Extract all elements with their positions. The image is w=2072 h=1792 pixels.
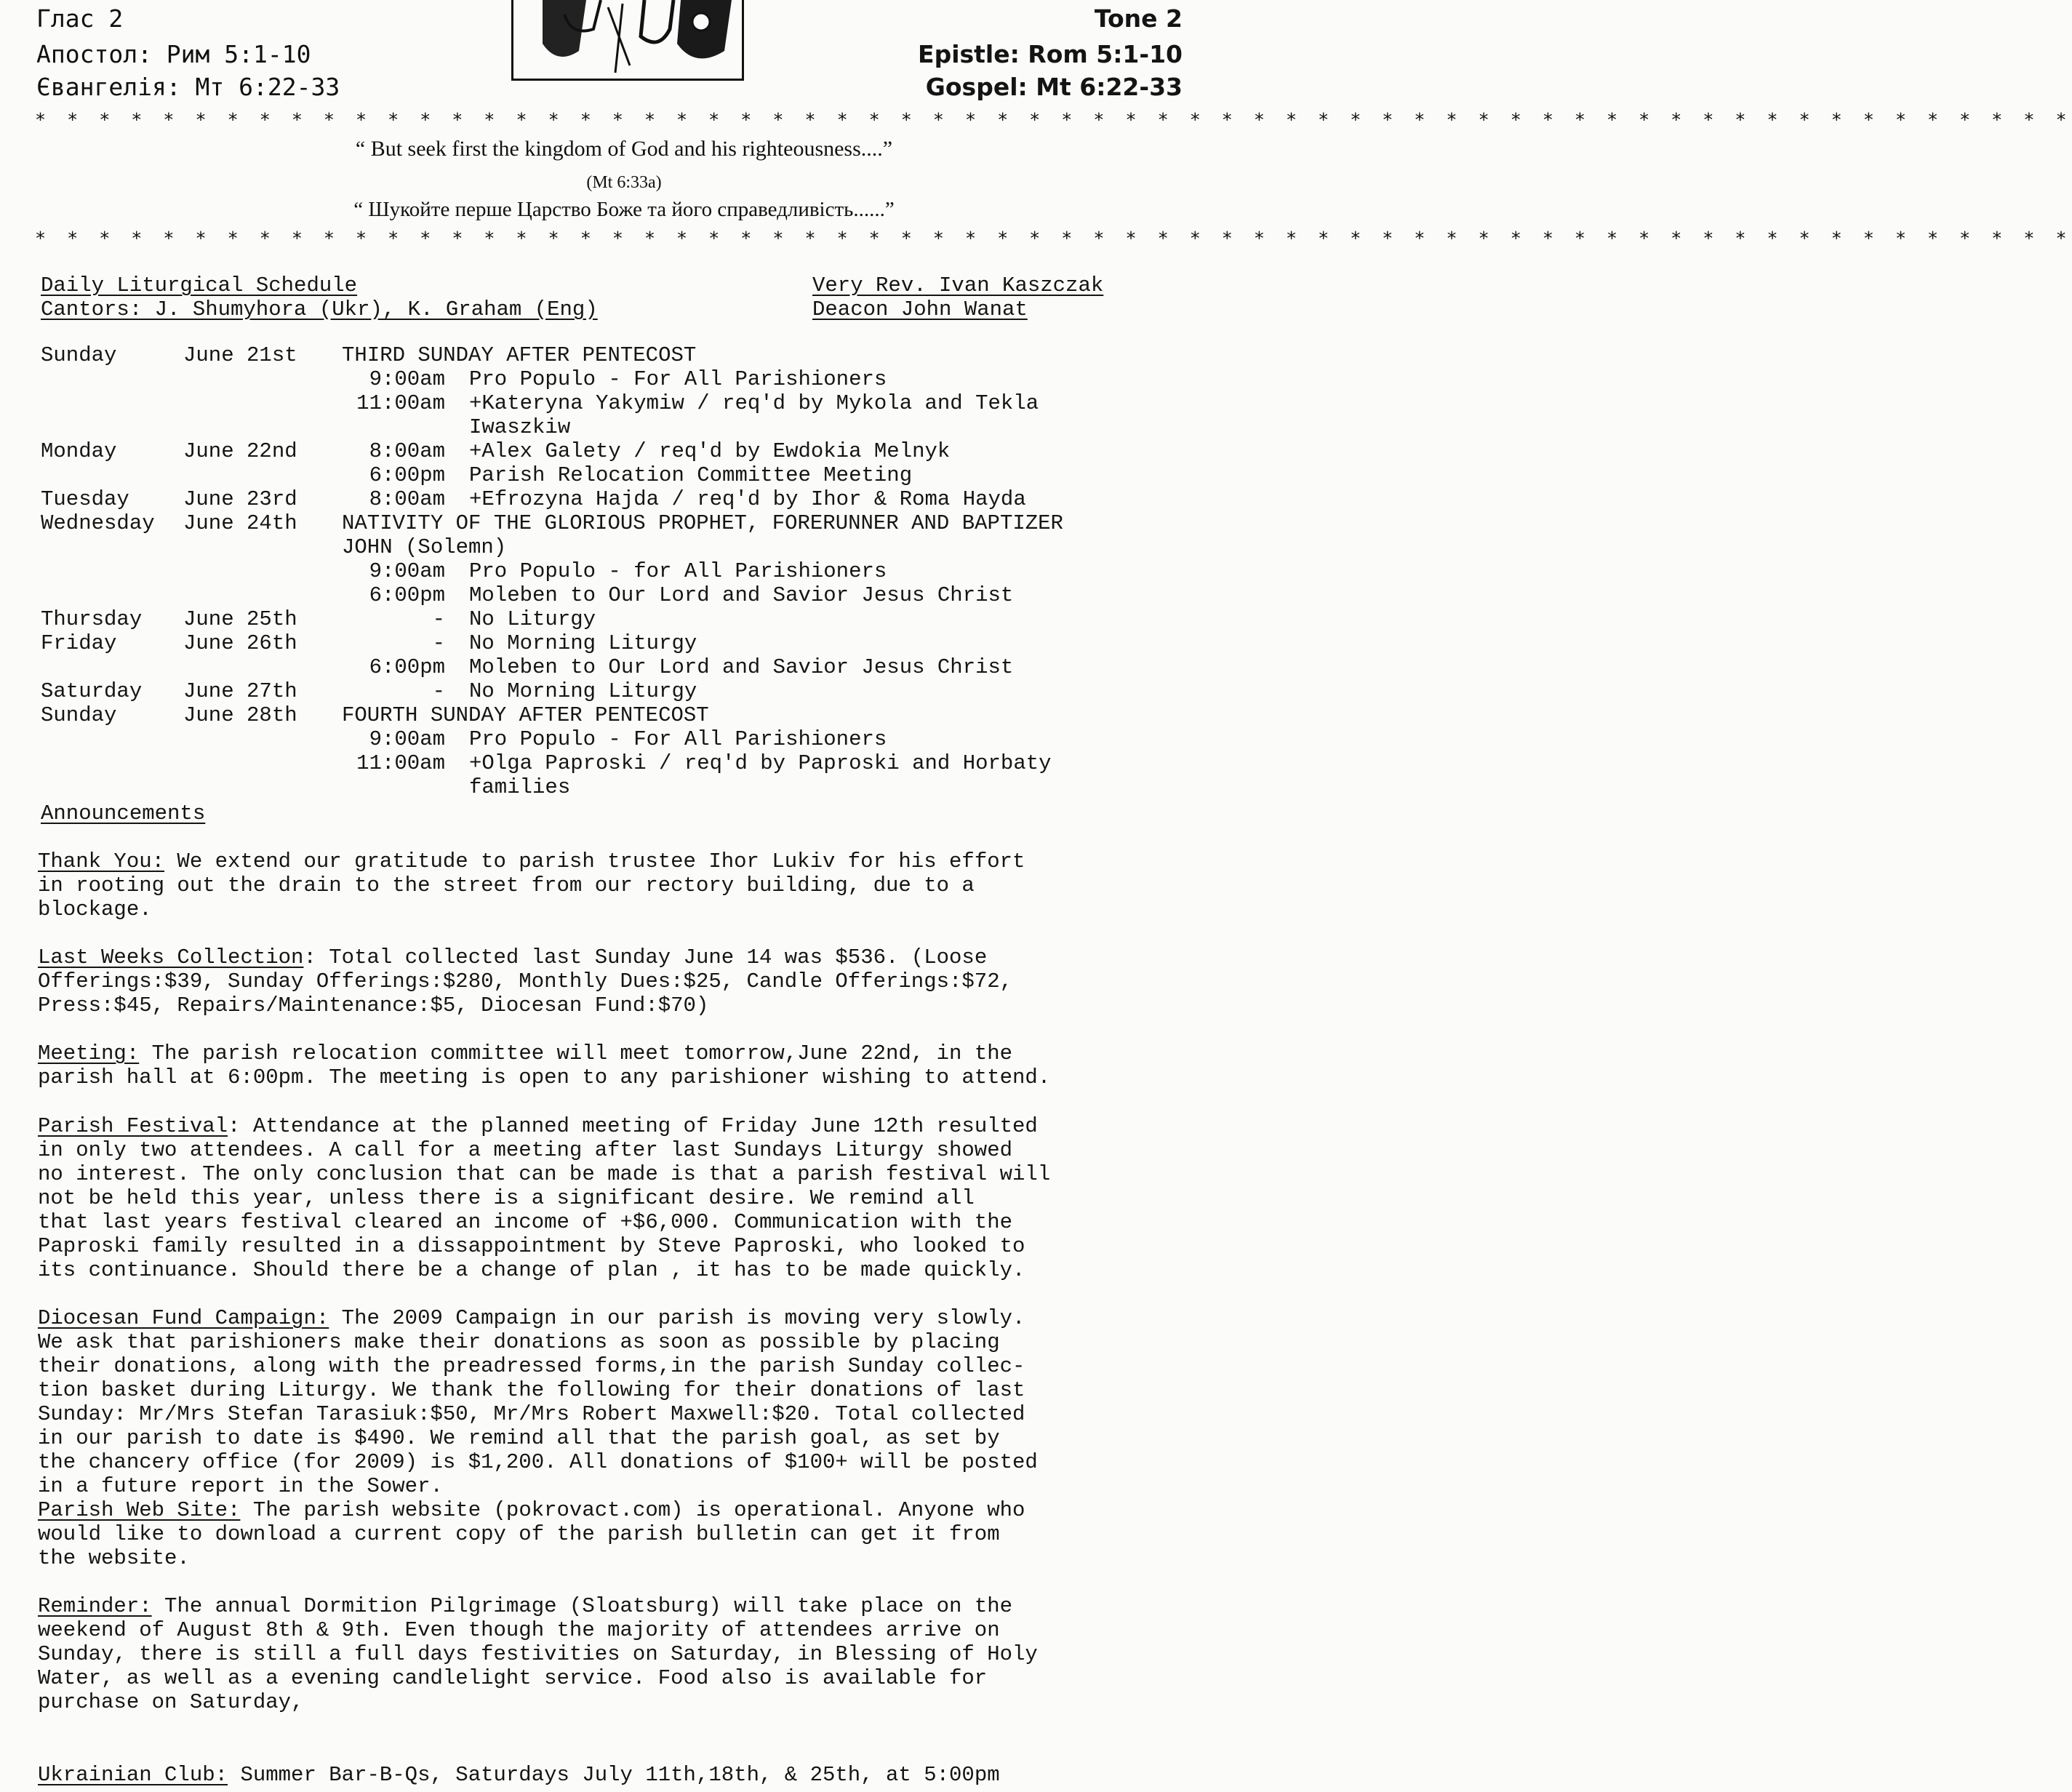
schedule-time: 8:00am (369, 487, 445, 511)
announcement-text: : Total collected last Sunday June 14 was $536. (Loose Offerings:$39, Sunday Offerings:$280, Monthly Dues:$25, Candle Offerings:$72, Press:$45, Repairs/Maintenance:$5, Diocesan Fund:$70) (38, 945, 1013, 1017)
star-divider-top: * * * * * * * * * * * * * * * * * * * * * * * * * * * * * * * * * * * * * * * * * * * * * * * * * * * * * * * * * * * * * * * * (35, 109, 2072, 130)
schedule-day: Friday (41, 631, 117, 655)
priest-name: Very Rev. Ivan Kaszczak (812, 273, 1104, 297)
icon-image (511, 0, 744, 81)
announcement-label: Meeting: (38, 1041, 140, 1065)
schedule-date: June 27th (183, 679, 297, 703)
announcement-text: : Attendance at the planned meeting of Friday June 12th resulted in only two attendees. A call for a meeting after last Sundays Liturgy showed no interest. The only conclusion that can be made is that a parish festival will not be held this year, unless there is a significant desire. We remind all that last years festival cleared an income of +$6,000. Communication with the Paproski family resulted in a dissappointment by Steve Paproski, who looked to its continuance. Should there be a change of plan , it has to be made quickly. (38, 1114, 1051, 1282)
verse-english: “ But seek first the kingdom of God and his righteousness....” (355, 137, 893, 161)
schedule-time: 9:00am (369, 727, 445, 751)
announcement-label: Thank You: (38, 849, 165, 873)
star-divider-bottom: * * * * * * * * * * * * * * * * * * * * * * * * * * * * * * * * * * * * * * * * * * * * * * * * * * * * * * * * * * * * * * * * (35, 228, 2072, 249)
deacon-name: Deacon John Wanat (812, 297, 1028, 321)
announcement-label: Parish Festival (38, 1114, 228, 1138)
schedule-date: June 21st (183, 343, 297, 367)
schedule-text: Iwaszkiw (469, 415, 571, 439)
epistle-ukr: Апостол: Рим 5:1-10 (36, 40, 311, 68)
gospel-eng: Gospel: Mt 6:22-33 (925, 73, 1183, 101)
schedule-day: Sunday (41, 703, 117, 727)
announcement (38, 849, 1201, 921)
schedule-text: Pro Populo - For All Parishioners (469, 367, 887, 391)
schedule-time: 11:00am (356, 391, 445, 415)
schedule-time: - (432, 631, 445, 655)
announcement (38, 1594, 1201, 1714)
schedule-date: June 22nd (183, 439, 297, 463)
schedule-time: 6:00pm (369, 583, 445, 607)
verse-reference: (Mt 6:33a) (586, 173, 662, 192)
schedule-time: - (432, 607, 445, 631)
schedule-feast: JOHN (Solemn) (342, 535, 507, 559)
schedule-text: Parish Relocation Committee Meeting (469, 463, 913, 487)
schedule-date: June 25th (183, 607, 297, 631)
schedule-text: Moleben to Our Lord and Savior Jesus Christ (469, 655, 1014, 679)
schedule-text: families (469, 775, 571, 799)
schedule-text: +Kateryna Yakymiw / req'd by Mykola and Tekla (469, 391, 1039, 415)
verse-ukrainian: “ Шукойте перше Царство Боже та його справедливість......” (353, 198, 895, 221)
announcement-label: Last Weeks Collection (38, 945, 304, 969)
announcement-label: Reminder: (38, 1594, 152, 1618)
announcement (38, 1114, 1201, 1282)
schedule-day: Thursday (41, 607, 143, 631)
schedule-title: Daily Liturgical Schedule (41, 273, 358, 297)
announcement-label: Parish Web Site: (38, 1498, 241, 1522)
announcement-label: Diocesan Fund Campaign: (38, 1306, 329, 1330)
schedule-day: Sunday (41, 343, 117, 367)
announcement (38, 1763, 1201, 1787)
schedule-text: Pro Populo - for All Parishioners (469, 559, 887, 583)
announcement (38, 945, 1201, 1017)
tone-eng: Tone 2 (1094, 4, 1183, 33)
announcement (38, 1306, 1201, 1498)
schedule-time: 9:00am (369, 559, 445, 583)
announcement-text: The parish relocation committee will meet tomorrow,June 22nd, in the parish hall at 6:00pm. The meeting is open to any parishioner wishing to attend. (38, 1041, 1051, 1089)
schedule-time: 11:00am (356, 751, 445, 775)
schedule-text: No Morning Liturgy (469, 631, 697, 655)
schedule-feast: THIRD SUNDAY AFTER PENTECOST (342, 343, 697, 367)
announcement-text: Summer Bar-B-Qs, Saturdays July 11th,18th, & 25th, at 5:00pm (228, 1763, 1000, 1787)
cantors: Cantors: J. Shumyhora (Ukr), K. Graham (Eng) (41, 297, 598, 321)
announcement-text: The parish website (pokrovact.com) is operational. Anyone who would like to download a current copy of the parish bulletin can get it from the website. (38, 1498, 1025, 1570)
schedule-time: 6:00pm (369, 655, 445, 679)
schedule-text: Moleben to Our Lord and Savior Jesus Christ (469, 583, 1014, 607)
announcement-text: We extend our gratitude to parish trustee Ihor Lukiv for his effort in rooting out the drain to the street from our rectory building, due to a blockage. (38, 849, 1025, 921)
icon-drawing-icon (513, 0, 742, 79)
schedule-text: +Efrozyna Hajda / req'd by Ihor & Roma Hayda (469, 487, 1026, 511)
schedule-day: Wednesday (41, 511, 155, 535)
schedule-time: 6:00pm (369, 463, 445, 487)
announcement-text: The annual Dormition Pilgrimage (Sloatsburg) will take place on the weekend of August 8th & 9th. Even though the majority of attendees arrive on Sunday, there is still a full days festivities on Saturday, in Blessing of Holy Water, as well as a evening candlelight service. Food also is available for purchase on Saturday, (38, 1594, 1038, 1714)
schedule-feast: NATIVITY OF THE GLORIOUS PROPHET, FORERUNNER AND BAPTIZER (342, 511, 1063, 535)
announcement-text: The 2009 Campaign in our parish is moving very slowly. We ask that parishioners make their donations as soon as possible by placing their donations, along with the preadressed forms,in the parish Sunday collec- tion basket during Liturgy. We thank the following for their donations of last Sunday: Mr/Mrs Stefan Tarasiuk:$50, Mr/Mrs Robert Maxwell:$20. Total collected in our parish to date is $490. We remind all that the parish goal, as set by the chancery office (for 2009) is $1,200. All donations of $100+ will be posted in a future report in the Sower. (38, 1306, 1038, 1498)
schedule-text: +Alex Galety / req'd by Ewdokia Melnyk (469, 439, 951, 463)
schedule-text: No Morning Liturgy (469, 679, 697, 703)
announcement (38, 1498, 1201, 1570)
schedule-time: - (432, 679, 445, 703)
schedule-text: No Liturgy (469, 607, 596, 631)
schedule-date: June 28th (183, 703, 297, 727)
announcement (38, 1041, 1201, 1089)
schedule-date: June 23rd (183, 487, 297, 511)
tone-ukr: Глас 2 (36, 4, 124, 33)
schedule-text: +Olga Paproski / req'd by Paproski and Horbaty (469, 751, 1052, 775)
schedule-day: Tuesday (41, 487, 129, 511)
schedule-date: June 26th (183, 631, 297, 655)
schedule-time: 8:00am (369, 439, 445, 463)
epistle-eng: Epistle: Rom 5:1-10 (918, 40, 1183, 68)
schedule-day: Monday (41, 439, 117, 463)
schedule-text: Pro Populo - For All Parishioners (469, 727, 887, 751)
schedule-date: June 24th (183, 511, 297, 535)
gospel-ukr: Євангелія: Мт 6:22-33 (36, 73, 340, 101)
announcements-heading: Announcements (41, 801, 206, 825)
schedule-day: Saturday (41, 679, 143, 703)
schedule-feast: FOURTH SUNDAY AFTER PENTECOST (342, 703, 709, 727)
schedule-time: 9:00am (369, 367, 445, 391)
announcement-label: Ukrainian Club: (38, 1763, 228, 1787)
